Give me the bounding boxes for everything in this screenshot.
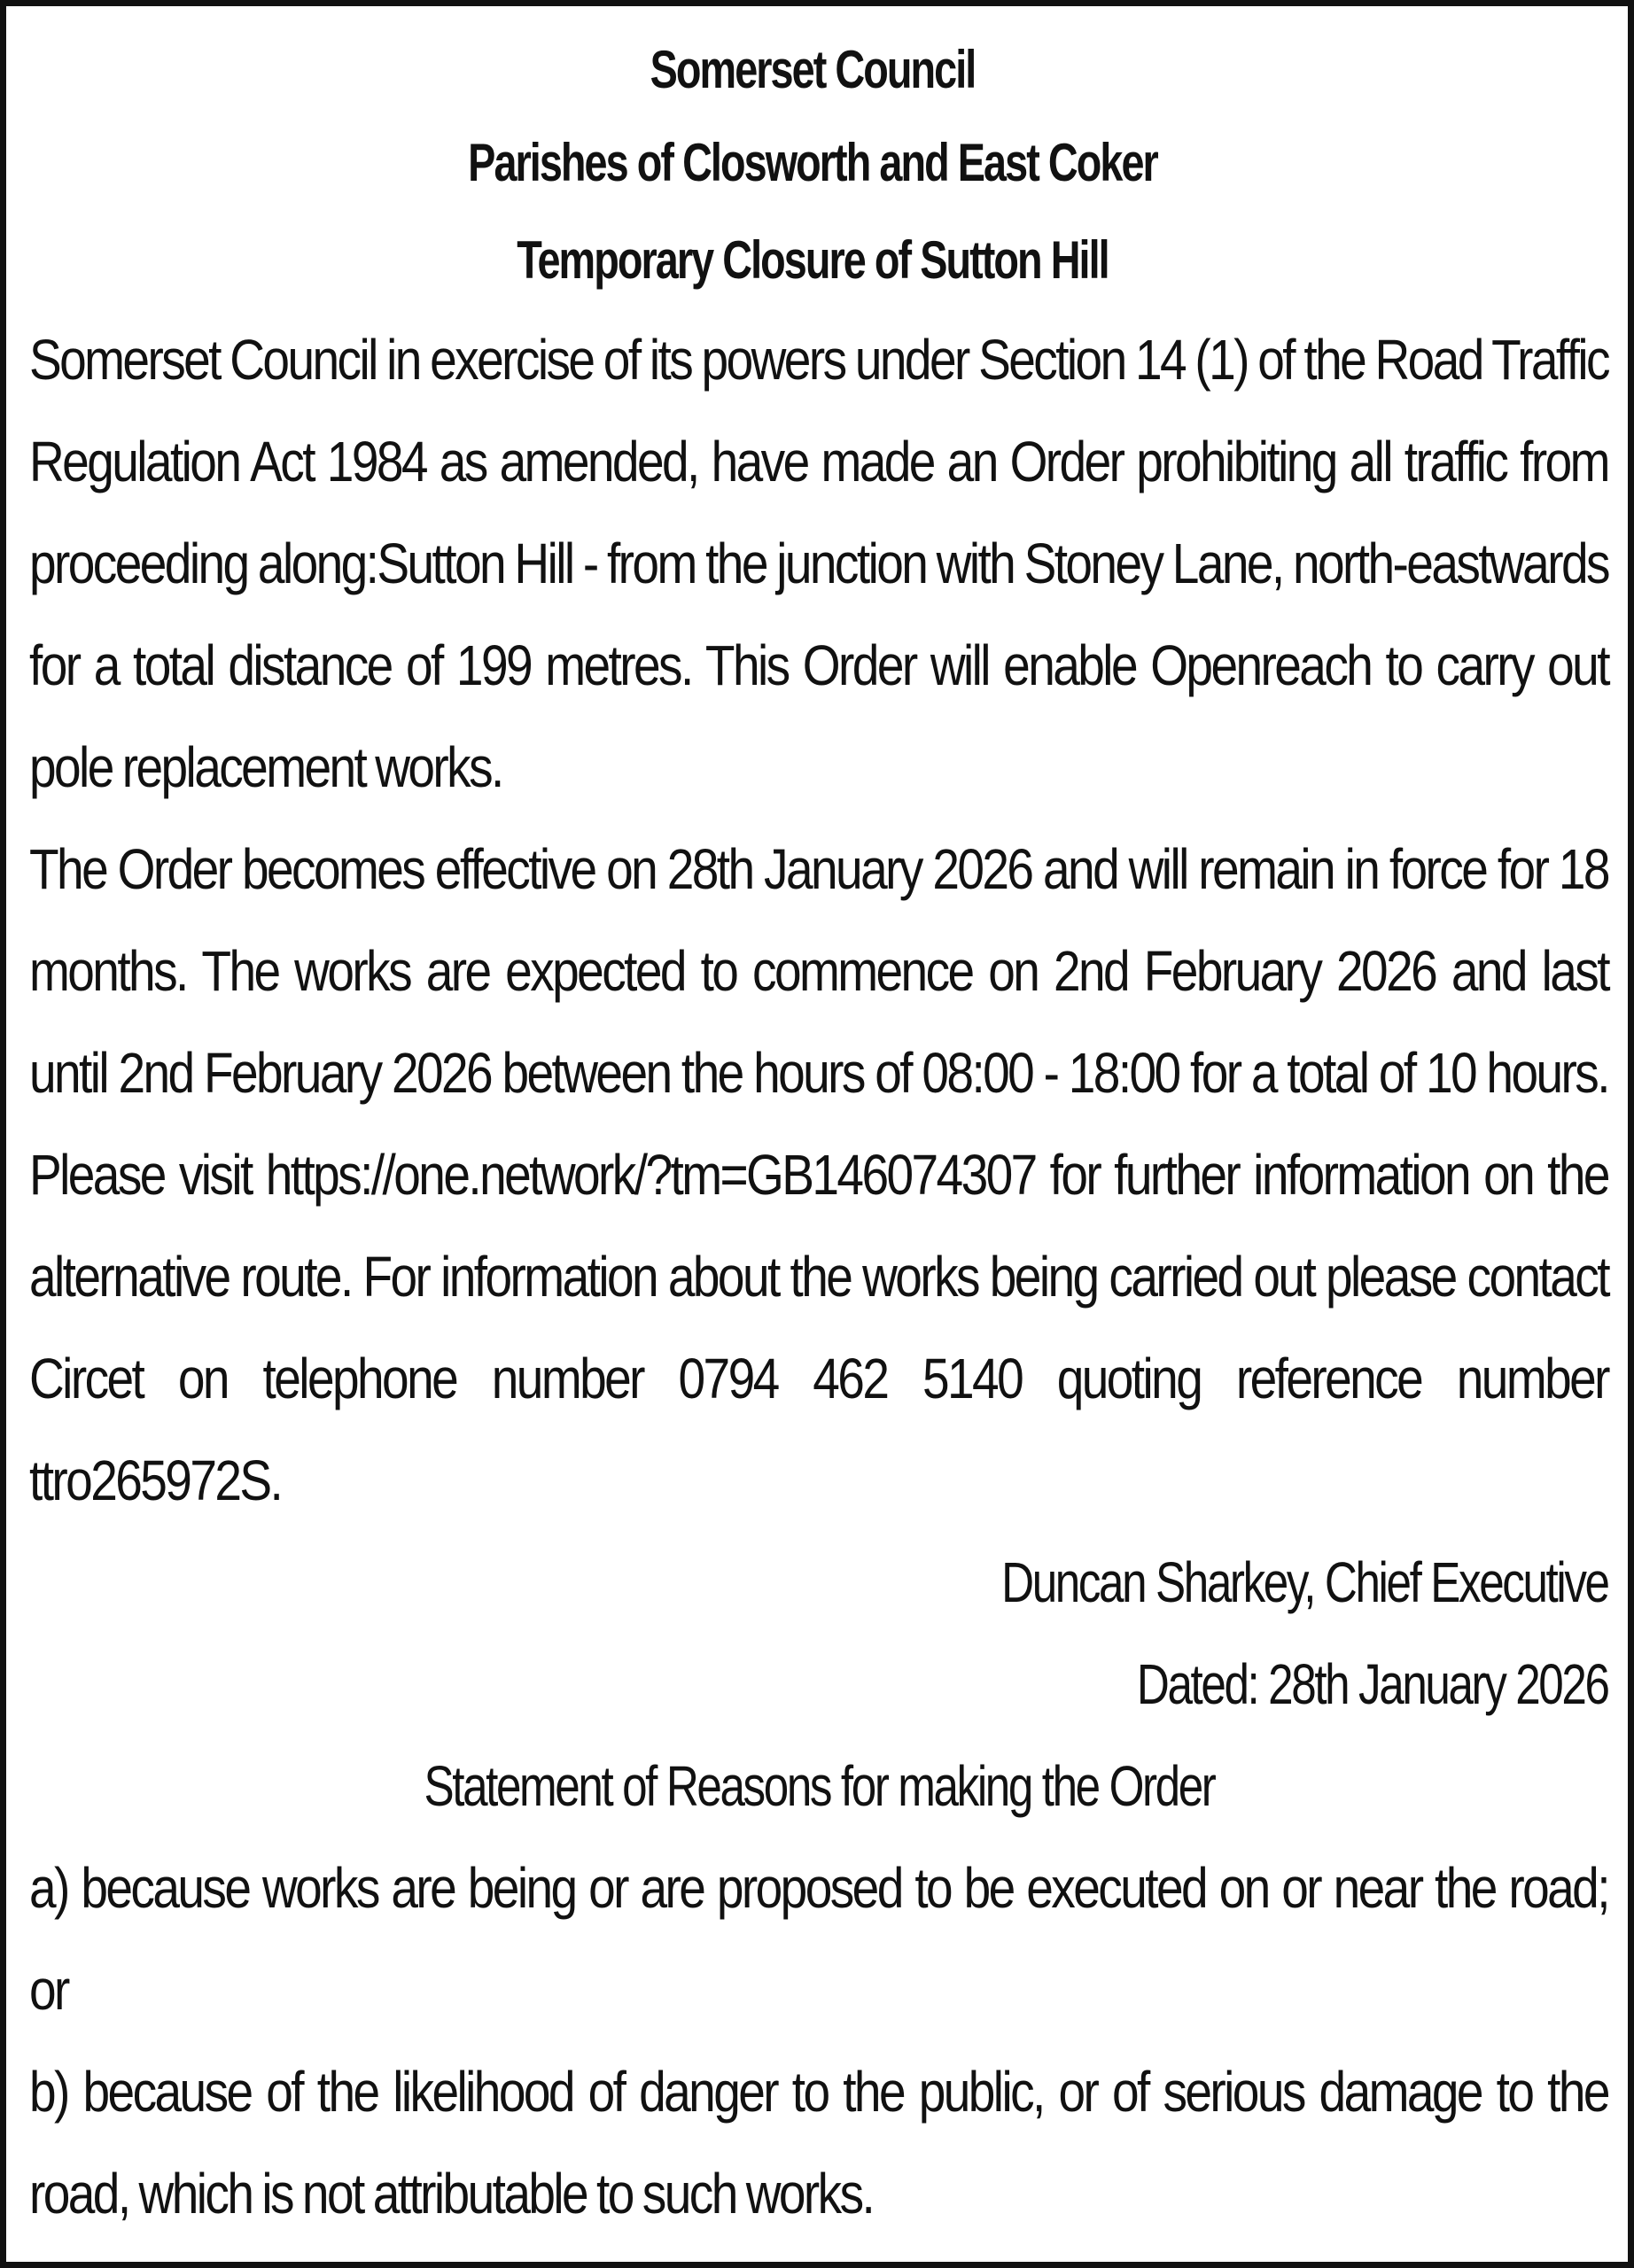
reason-b <box>29 2041 1608 2245</box>
parishes-heading: Parishes of Closworth and East Coker <box>468 133 1157 192</box>
notice-body <box>29 309 1608 2245</box>
notice-title: Temporary Closure of Sutton Hill <box>517 230 1109 290</box>
reasons-heading-text: Statement of Reasons for making the Order <box>424 1754 1214 1818</box>
order-paragraph-text: Somerset Council in exercise of its powers under Section 14 (1) of the Road Traffic Regulation Act 1984 as amended, have made an Order prohibiting all traffic from proceeding along:Sutton Hill - from the junction with Stoney Lane, north-eastwards for a total distance of 199 metres. This Order will enable Openreach to carry out pole replacement works. <box>29 328 1608 799</box>
signatory-text: Duncan Sharkey, Chief Executive <box>1001 1550 1608 1614</box>
reason-a-text: a) because works are being or are proposed to be executed on or near the road; or <box>29 1856 1608 2022</box>
signatory <box>29 1532 1608 1634</box>
notice-headings <box>29 26 1596 309</box>
order-paragraph <box>29 309 1608 819</box>
schedule-paragraph-text: The Order becomes effective on 28th January 2026 and will remain in force for 18 months. The works are expected to commence on 2nd February 2026 and last until 2nd February 2026 between the hours of 08:00 - 18:00 for a total of 10 hours. Please visit https://one.network/?tm=GB146074307 for further information on the alternative route. For information about the works being carried out please contact Circet on telephone number 0794 462 5140 quoting reference number ttro265972S. <box>29 837 1608 1512</box>
authority-heading: Somerset Council <box>650 40 976 99</box>
dated-text: Dated: 28th January 2026 <box>1137 1652 1608 1716</box>
reason-b-text: b) because of the likelihood of danger to the public, or of serious damage to the road, which is not attributable to such works. <box>29 2060 1608 2225</box>
schedule-paragraph <box>29 819 1608 1532</box>
reason-a <box>29 1837 1608 2041</box>
dated-line <box>29 1634 1608 1736</box>
reasons-heading <box>29 1736 1608 1837</box>
